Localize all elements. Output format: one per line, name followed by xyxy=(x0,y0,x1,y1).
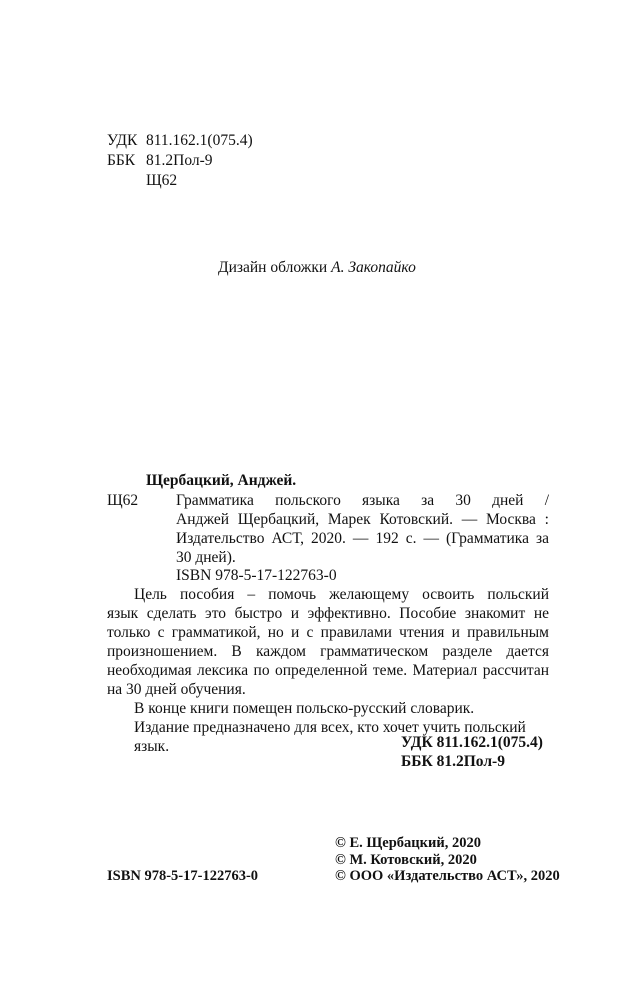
udk-value: 811.162.1(075.4) xyxy=(146,132,253,149)
bottom-udk: УДК 811.162.1(075.4) xyxy=(401,734,543,751)
abstract-paragraph-3: Издание предназначено для всех, кто хочет учить польский язык. xyxy=(134,719,526,755)
entry-line: Издательство АСТ, 2020. — 192 с. — (Грамматика за xyxy=(176,530,549,547)
design-credit xyxy=(218,258,416,277)
bbk-label: ББК xyxy=(107,152,136,169)
entry-heading: Щербацкий, Анджей. xyxy=(146,472,297,489)
abstract-line: только с грамматикой, но и с правилами чтения и правильным xyxy=(107,624,549,641)
entry-isbn: ISBN 978-5-17-122763-0 xyxy=(176,567,337,584)
design-credit-label: Дизайн обложки xyxy=(218,259,328,276)
bbk-line xyxy=(107,151,213,170)
abstract-line: необходимая лексика по определенной теме. Материал рассчитан xyxy=(107,662,549,679)
entry-line: 30 дней). xyxy=(176,549,236,566)
udk-label: УДК xyxy=(107,132,138,149)
bottom-bbk: ББК 81.2Пол-9 xyxy=(401,753,505,770)
entry-body xyxy=(176,491,549,567)
copyright-line: © М. Котовский, 2020 xyxy=(335,852,477,868)
entry-line: Анджей Щербацкий, Марек Котовский. — Москва : xyxy=(176,511,549,528)
abstract-paragraph-2: В конце книги помещен польско-русский словарик. xyxy=(134,700,475,717)
entry-line: Грамматика польского языка за 30 дней / xyxy=(176,492,549,509)
abstract-line: произношением. В каждом грамматическом разделе дается xyxy=(107,643,549,660)
footer-isbn: ISBN 978-5-17-122763-0 xyxy=(107,868,259,884)
abstract-line: на 30 дней обучения. xyxy=(107,681,246,698)
abstract-line: Цель пособия – помочь желающему освоить польский xyxy=(134,586,549,603)
entry-author-code: Щ62 xyxy=(107,492,139,509)
author-mark: Щ62 xyxy=(146,172,178,189)
bbk-value: 81.2Пол-9 xyxy=(146,152,213,169)
copyright-line: © Е. Щербацкий, 2020 xyxy=(335,835,481,851)
design-credit-name: А. Закопайко xyxy=(331,259,416,276)
udk-line xyxy=(107,131,253,150)
copyright-line: © ООО «Издательство АСТ», 2020 xyxy=(335,868,560,884)
abstract-line: язык сделать это быстро и эффективно. Пособие знакомит не xyxy=(107,605,549,622)
